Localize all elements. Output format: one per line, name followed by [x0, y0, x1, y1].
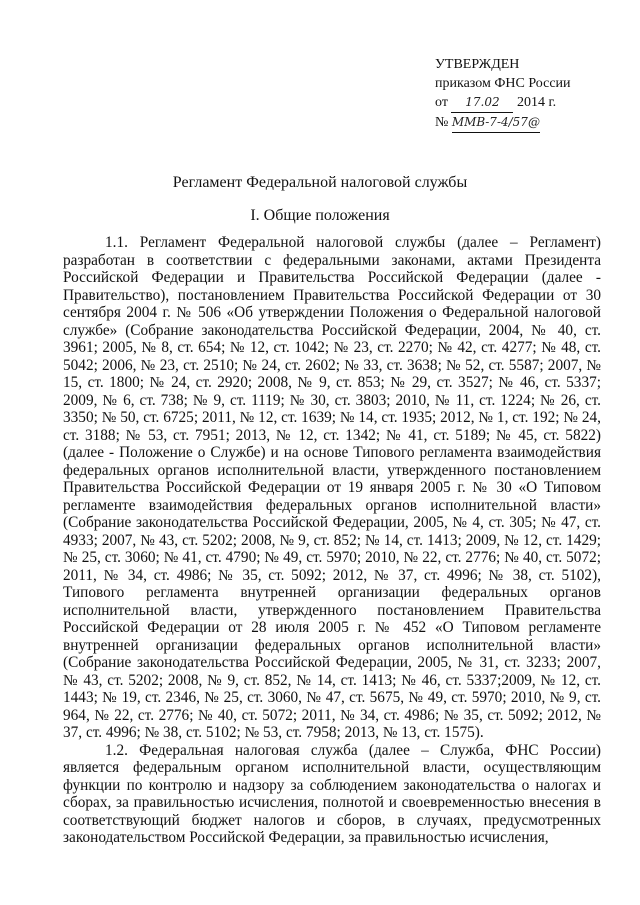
approval-title: УТВЕРЖДЕН: [435, 57, 520, 72]
paragraph-1-1: 1.1. Регламент Федеральной налоговой службы (далее – Регламент) разработан в соответствии с федеральными законами, актами Президента Российской Федерации и Правительства Российской Федерации (далее - Правительство), постановлением Правительства Российской Федерации от 30 сентября 2004 г. № 506 «Об утверждении Положения о Федеральной налоговой службе» (Собрание законодательства Российской Федерации, 2004, № 40, ст. 3961; 2005, № 8, ст. 654; № 12, ст. 1042; № 23, ст. 2270; № 42, ст. 4277; № 48, ст. 5042; 2006, № 23, ст. 2510; № 24, ст. 2602; № 33, ст. 3638; № 52, ст. 5587; 2007, № 15, ст. 1800; № 24, ст. 2920; 2008, № 9, ст. 853; № 29, ст. 3527; № 46, ст. 5337; 2009, № 6, ст. 738; № 9, ст. 1119; № 30, ст. 3803; 2010, № 11, ст. 1224; № 26, ст. 3350; № 50, ст. 6725; 2011, № 12, ст. 1639; № 14, ст. 1935; 2012, № 1, ст. 192; № 24, ст. 3188; № 53, ст. 7951; 2013, № 12, ст. 1342; № 41, ст. 5189; № 45, ст. 5822) (далее - Положение о Службе) и на основе Типового регламента взаимодействия федеральных органов исполнительной власти, утвержденного постановлением Правительства Российской Федерации от 19 января 2005 г. № 30 «О Типовом регламенте взаимодействия федеральных органов исполнительной власти» (Собрание законодательства Российской Федерации, 2005, № 4, ст. 305; № 47, ст. 4933; 2007, № 43, ст. 5202; 2008, № 9, ст. 852; № 14, ст. 1413; 2009, № 12, ст. 1429; № 25, ст. 3060; № 41, ст. 4790; № 49, ст. 5970; 2010, № 22, ст. 2776; № 40, ст. 5072; 2011, № 34, ст. 4986; № 35, ст. 5092; 2012, № 37, ст. 4996; № 38, ст. 5102), Типового регламента внутренней организации федеральных органов исполнительной власти, утвержденного постановлением Правительства Российской Федерации от 28 июля 2005 г. № 452 «О Типовом регламенте внутренней организации федеральных органов исполнительной власти» (Собрание законодательства Российской Федерации, 2005, № 31, ст. 3233; 2007, № 43, ст. 5202; 2008, № 9, ст. 852, № 14, ст. 1413; № 46, ст. 5337;2009, № 12, ст. 1443; № 19, ст. 2346, № 25, ст. 3060, № 47, ст. 5675, № 49, ст. 5970; 2010, № 9, ст. 964, № 22, ст. 2776; № 40, ст. 5072; 2011, № 34, ст. 4986; № 35, ст. 5092; 2012, № 37, ст. 4996; № 38, ст. 5102; № 53, ст. 7958; 2013, № 13, ст. 1575).: [63, 234, 601, 741]
approval-date-row: [435, 93, 625, 113]
document-body: [63, 234, 601, 847]
number-prefix: №: [435, 115, 449, 130]
approval-number-row: [435, 113, 625, 133]
approval-order: приказом ФНС России: [435, 76, 571, 91]
paragraph-1-2: 1.2. Федеральная налоговая служба (далее – Служба, ФНС России) является федеральным органом исполнительной власти, осуществляющим функции по контролю и надзору за соблюдением законодательства о налогах и сборах, за правильностью исчисления, полнотой и своевременностью внесения в соответствующий бюджет налогов и сборов, в случаях, предусмотренных законодательством Российской Федерации, за правильностью исчисления,: [63, 741, 601, 846]
approval-stamp: [435, 55, 625, 133]
document-title: Регламент Федеральной налоговой службы: [172, 174, 468, 191]
date-prefix: от: [435, 95, 448, 110]
handwritten-date: 17.02: [451, 93, 513, 113]
section-heading: I. Общие положения: [250, 207, 390, 224]
handwritten-number: ММВ-7-4/57@: [452, 113, 540, 133]
date-year: 2014 г.: [516, 95, 557, 110]
